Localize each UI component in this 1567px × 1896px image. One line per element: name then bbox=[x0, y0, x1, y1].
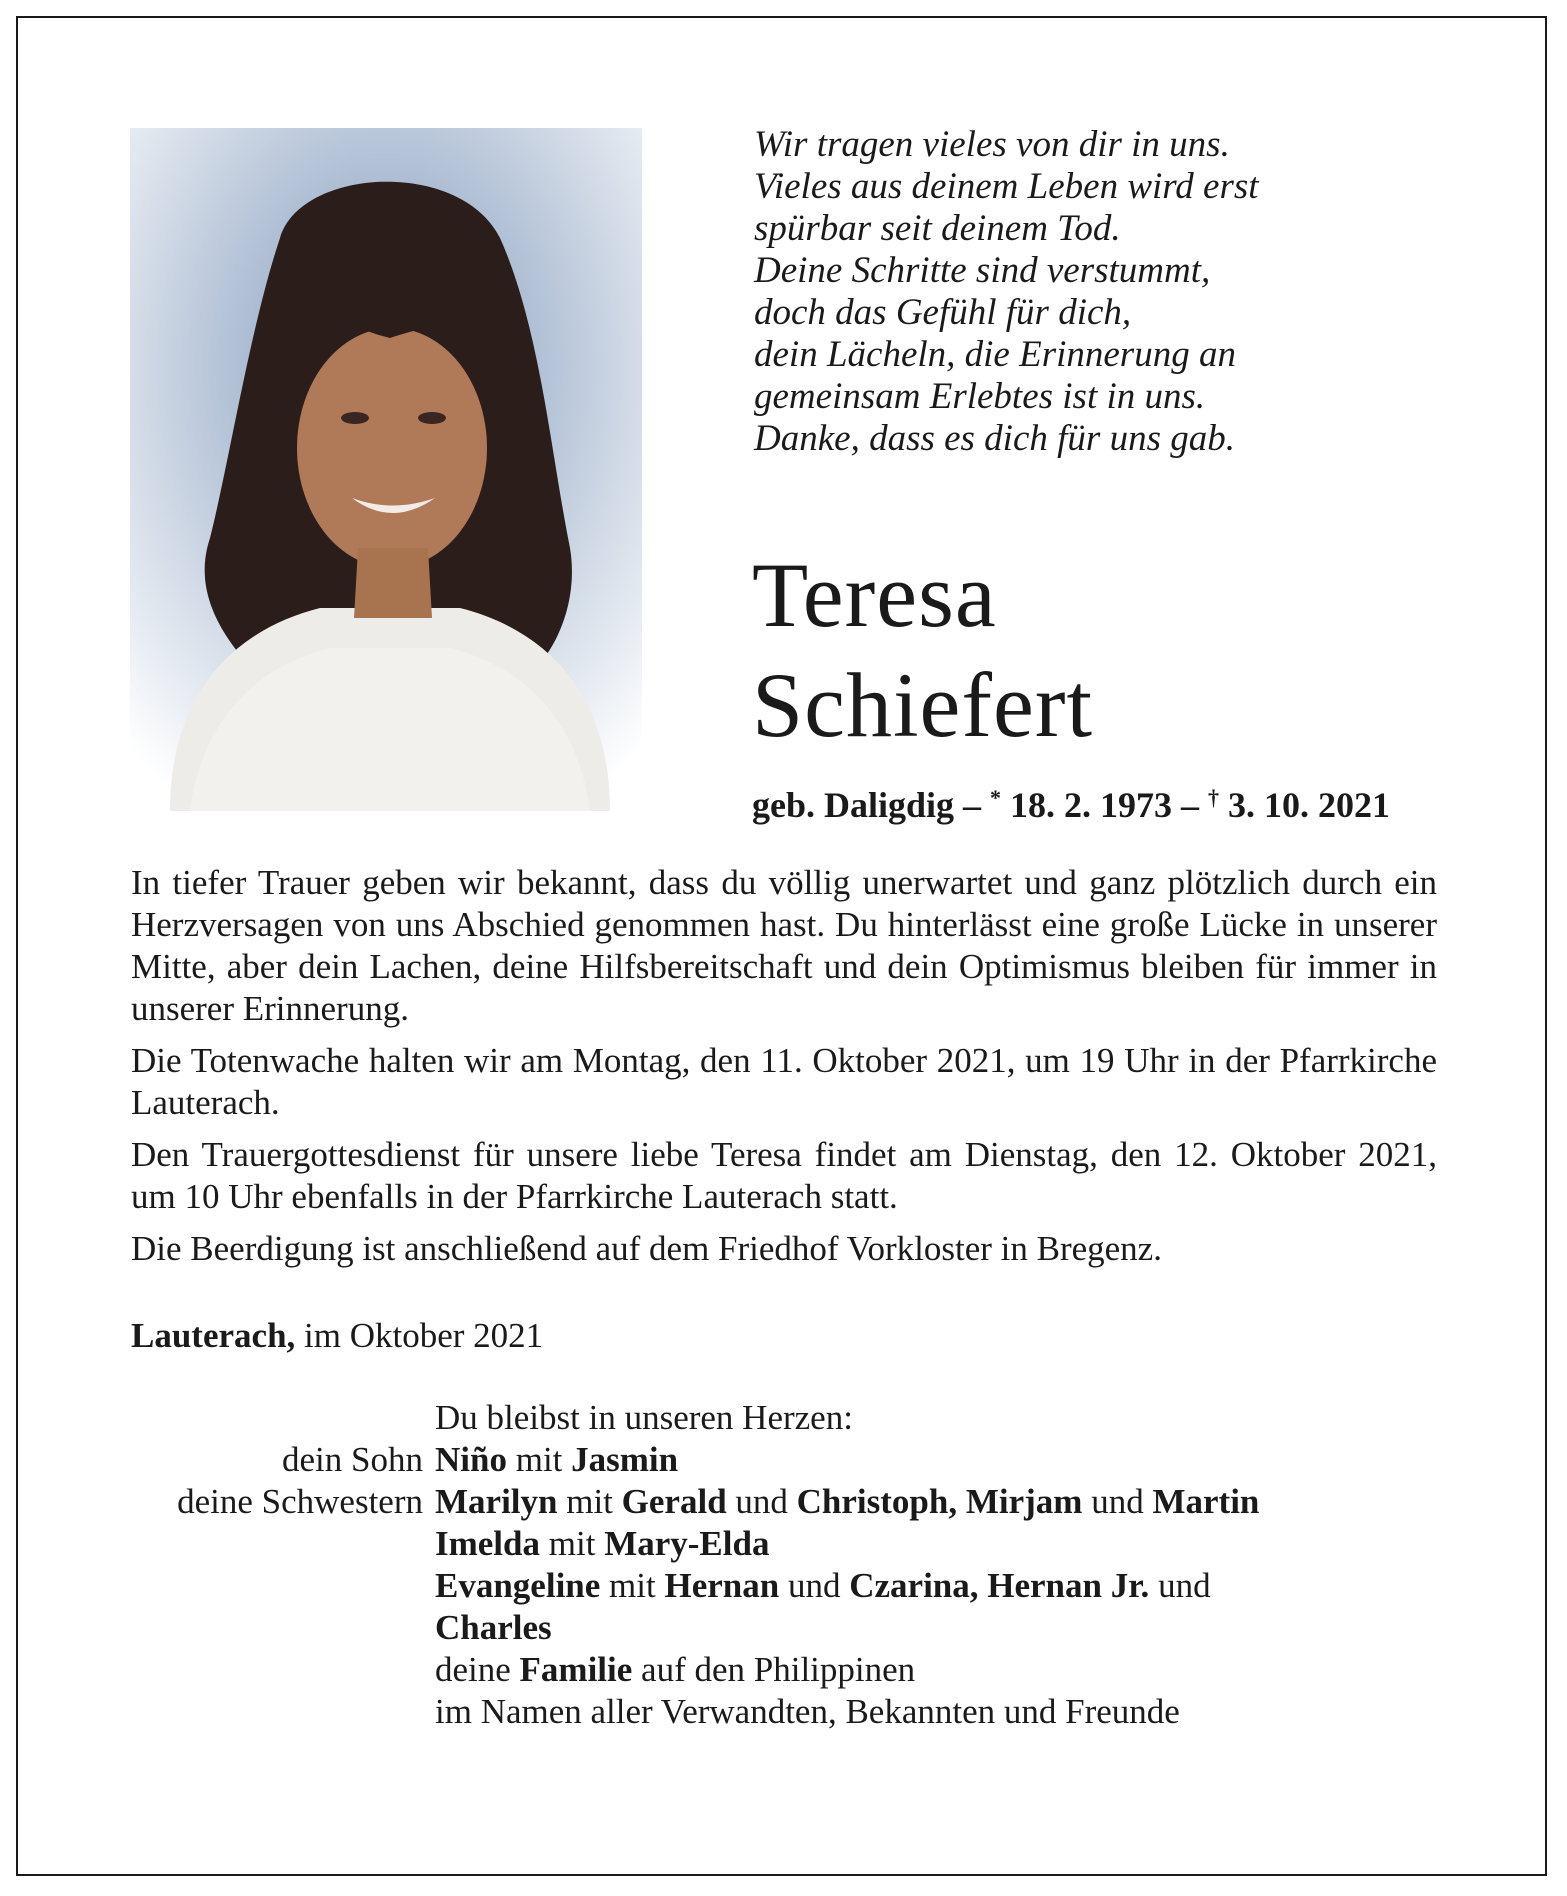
place-date: im Oktober 2021 bbox=[295, 1316, 544, 1355]
birth-star-icon: * bbox=[990, 785, 1002, 810]
portrait-illustration bbox=[130, 128, 642, 811]
poem-line: spürbar seit deinem Tod. bbox=[754, 208, 1121, 249]
poem-line: dein Lächeln, die Erinnerung an bbox=[754, 334, 1236, 375]
death-cross-icon: † bbox=[1208, 785, 1220, 810]
family-row-son: dein Sohn Niño mit Jasmin bbox=[131, 1439, 1437, 1481]
poem-line: Vieles aus deinem Leben wird erst bbox=[754, 166, 1259, 207]
separator: – bbox=[954, 785, 991, 825]
poem-line: gemeinsam Erlebtes ist in uns. bbox=[754, 376, 1206, 417]
death-date: 3. 10. 2021 bbox=[1219, 785, 1391, 825]
family-member: Czarina, Hernan Jr. bbox=[849, 1566, 1150, 1605]
last-name: Schiefert bbox=[752, 654, 1094, 756]
family-row-sister: Evangeline mit Hernan und Czarina, Hernan Jr. und bbox=[435, 1566, 1211, 1605]
family-member: Niño bbox=[435, 1440, 507, 1479]
family-member: Marilyn bbox=[435, 1482, 558, 1521]
closing-line: im Namen aller Verwandten, Bekannten und Freunde bbox=[435, 1692, 1180, 1731]
separator: – bbox=[1172, 785, 1209, 825]
family-intro: Du bleibst in unseren Herzen: bbox=[435, 1398, 853, 1437]
portrait-photo bbox=[130, 128, 642, 811]
life-dates bbox=[752, 776, 1390, 827]
burial-paragraph: Die Beerdigung ist anschließend auf dem Friedhof Vorkloster in Bregenz. bbox=[131, 1229, 1162, 1268]
family-member: Familie bbox=[519, 1650, 633, 1689]
poem-line: doch das Gefühl für dich, bbox=[754, 292, 1132, 333]
memorial-poem bbox=[754, 124, 1474, 460]
first-name: Teresa bbox=[752, 544, 997, 646]
birth-name: geb. Daligdig bbox=[752, 785, 955, 825]
service-paragraph: Den Trauergottesdienst für unsere liebe Teresa findet am Dienstag, den 12. Oktober 2021, um 10 Uhr ebenfalls in der Pfarrkirche Lauterach statt. bbox=[131, 1135, 1437, 1216]
family-member: Jasmin bbox=[571, 1440, 679, 1479]
family-intro-row bbox=[131, 1397, 1437, 1439]
birth-date: 18. 2. 1973 bbox=[1001, 785, 1173, 825]
place-city: Lauterach, bbox=[131, 1316, 296, 1355]
announcement-text bbox=[131, 862, 1437, 1280]
deceased-name bbox=[752, 540, 1093, 760]
place-and-date bbox=[131, 1315, 543, 1357]
poem-line: Deine Schritte sind verstummt, bbox=[754, 250, 1211, 291]
family-row-continued bbox=[131, 1607, 1437, 1649]
family-member: Evangeline bbox=[435, 1566, 601, 1605]
family-row-closing bbox=[131, 1691, 1437, 1733]
poem-line: Wir tragen vieles von dir in uns. bbox=[754, 124, 1230, 165]
poem-line: Danke, dass es dich für uns gab. bbox=[754, 418, 1235, 459]
family-list bbox=[131, 1397, 1437, 1733]
relation-label: deine Schwestern bbox=[177, 1482, 423, 1521]
family-member: Mary-Elda bbox=[604, 1524, 770, 1563]
family-member: Hernan bbox=[664, 1566, 780, 1605]
family-row-philippines: deine Familie auf den Philippinen bbox=[435, 1650, 916, 1689]
family-member: Christoph, Mirjam bbox=[796, 1482, 1083, 1521]
family-member: Martin bbox=[1152, 1482, 1260, 1521]
wake-paragraph: Die Totenwache halten wir am Montag, den 11. Oktober 2021, um 19 Uhr in der Pfarrkirche Lauterach. bbox=[131, 1041, 1437, 1122]
family-row-sister: deine Schwestern Marilyn mit Gerald und Christoph, Mirjam und Martin bbox=[131, 1481, 1437, 1523]
family-row-sister: Imelda mit Mary-Elda bbox=[435, 1524, 770, 1563]
family-member: Gerald bbox=[621, 1482, 727, 1521]
family-member: Charles bbox=[435, 1608, 552, 1647]
announcement-paragraph: In tiefer Trauer geben wir bekannt, dass du völlig unerwartet und ganz plötzlich durch ein Herzversagen von uns Abschied genommen hast. Du hinterlässt eine große Lücke in unserer Mitte, aber dein Lachen, deine Hilfsbereitschaft und dein Optimismus bleiben für immer in unserer Erinnerung. bbox=[131, 863, 1437, 1028]
relation-label: dein Sohn bbox=[282, 1440, 423, 1479]
family-member: Imelda bbox=[435, 1524, 540, 1563]
